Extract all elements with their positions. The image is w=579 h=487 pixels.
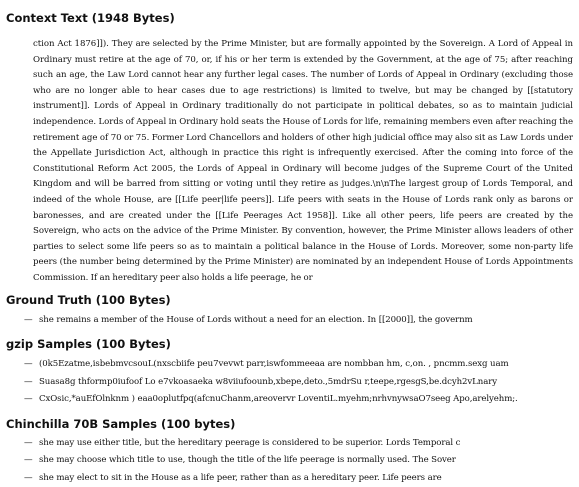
dash-bullet-icon: —	[24, 435, 33, 453]
dash-bullet-icon: —	[24, 391, 33, 409]
chinchilla-sample-item	[6, 435, 573, 453]
gzip-sample-item	[6, 374, 573, 392]
chinchilla-samples-heading: Chinchilla 70B Samples (100 bytes)	[6, 417, 573, 432]
context-text-paragraph: ction Act 1876]]). They are selected by the Prime Minister, but are formally appointed by the Sovereign. A Lord of Appeal in Ordinary must retire at the age of 70, or, if his or her term is extended by the Government, at the age of 75; after reaching such an age, the Law Lord cannot hear any further legal cases. The number of Lords of Appeal in Ordinary (excluding those who are no longer able to hear cases due to age restrictions) is limited to twelve, but may be changed by [[statutory instrument]]. Lords of Appeal in Ordinary traditionally do not participate in political debates, so as to maintain judicial independence. Lords of Appeal in Ordinary hold seats the House of Lords for life, remaining members even after reaching the retirement age of 70 or 75. Former Lord Chancellors and holders of other high judicial office may also sit as Law Lords under the Appellate Jurisdiction Act, although in practice this right is infrequently exercised. After the coming into force of the Constitutional Reform Act 2005, the Lords of Appeal in Ordinary will become judges of the Supreme Court of the United Kingdom and will be barred from sitting or voting until they retire as judges.\n\nThe largest group of Lords Temporal, and indeed of the whole House, are [[Life peer|life peers]]. Life peers with seats in the House of Lords rank only as barons or baronesses, and are created under the [[Life Peerages Act 1958]]. Like all other peers, life peers are created by the Sovereign, who acts on the advice of the Prime Minister. By convention, however, the Prime Minister allows leaders of other parties to select some life peers so as to maintain a political balance in the House of Lords. Moreover, some non-party life peers (the number being determined by the Prime Minister) are nominated by an independent House of Lords Appointments Commission. If an hereditary peer also holds a life peerage, he or	[33, 37, 573, 287]
ground-truth-heading: Ground Truth (100 Bytes)	[6, 293, 573, 308]
dash-bullet-icon: —	[24, 374, 33, 392]
dash-bullet-icon: —	[24, 470, 33, 487]
chinchilla-sample-item	[6, 470, 573, 487]
sample-text: (0k5Ezatme,isbebmvcsouL(nxscbiife peu7vevwt parr,iswfommeeaa are nombban hm, c,on. , pncmm.sexg uam	[39, 359, 509, 369]
context-text-heading: Context Text (1948 Bytes)	[6, 11, 573, 26]
gzip-samples-heading: gzip Samples (100 Bytes)	[6, 337, 573, 352]
ground-truth-list	[6, 312, 573, 330]
dash-bullet-icon: —	[24, 452, 33, 470]
gzip-sample-item	[6, 391, 573, 409]
sample-text: Suasa8g thformp0iufoof Lo e7vkoasaeka w8viiufoounb,xbepe,deto.,5mdrSu r,teepe,rgesgS,be.dcyh2vLnary	[39, 377, 497, 387]
dash-bullet-icon: —	[24, 356, 33, 374]
sample-text: she may elect to sit in the House as a life peer, rather than as a hereditary peer. Life peers are	[39, 473, 442, 483]
sample-text: CxOsic,*auEfOlnknm ) eaa0oplutfpq(afcnuChanm,areovervr LoventiL.myehm;nrhvnywsaO7seeg Apo,arelyehm;.	[39, 394, 518, 404]
ground-truth-item	[6, 312, 573, 330]
sample-text: she may choose which title to use, though the title of the life peerage is normally used. The Sover	[39, 455, 456, 465]
gzip-sample-item	[6, 356, 573, 374]
sample-text: she remains a member of the House of Lords without a need for an election. In [[2000]], the governm	[39, 315, 473, 325]
gzip-samples-list	[6, 356, 573, 409]
sample-text: she may use either title, but the hereditary peerage is considered to be superior. Lords Temporal c	[39, 438, 460, 448]
dash-bullet-icon: —	[24, 312, 33, 330]
chinchilla-samples-list	[6, 435, 573, 487]
chinchilla-sample-item	[6, 452, 573, 470]
